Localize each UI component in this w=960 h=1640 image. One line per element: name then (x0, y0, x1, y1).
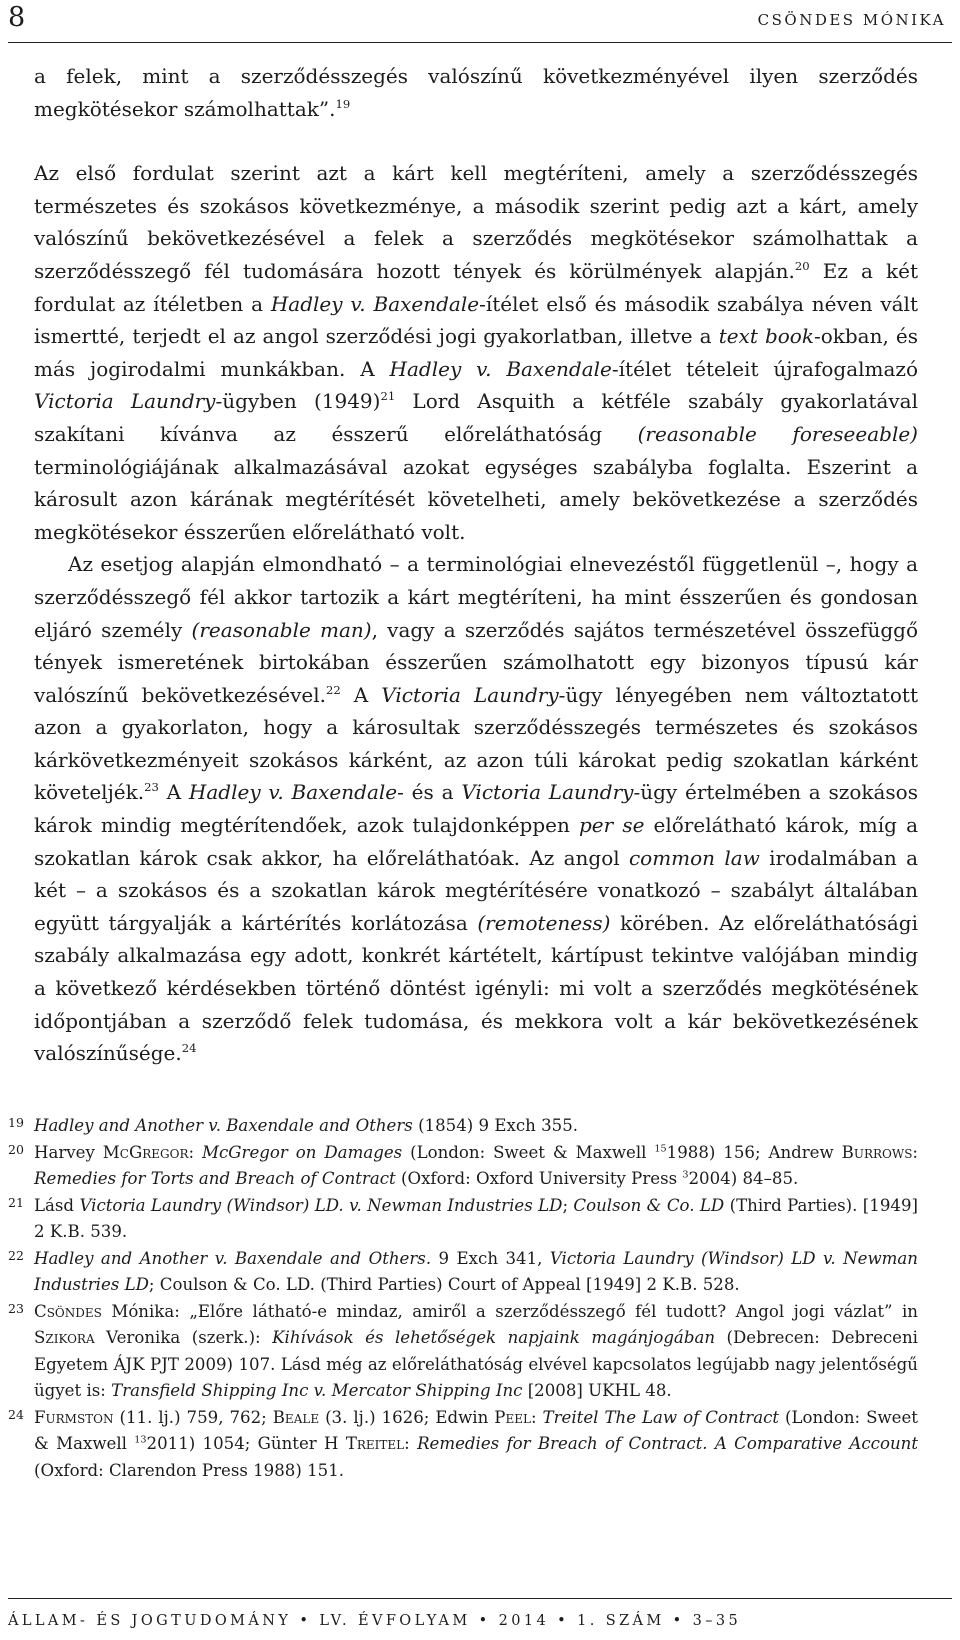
footnote-number: 24 (8, 1406, 24, 1422)
edition-number: 3 (682, 1169, 689, 1181)
case-name: Victoria Laundry (381, 682, 559, 707)
book-title: Treitel The Law of Contract (542, 1407, 780, 1427)
author-surname: Treitel (345, 1434, 405, 1453)
book-title: Remedies for Breach of Contract. A Comparative Account (417, 1434, 919, 1453)
text-run: : (912, 1142, 919, 1162)
text-run: körében. Az előreláthatósági szabály alkalmazása egy adott, konkrét kártételt, kártípust tekintve valójában mindig a következő kérdésekben történő döntést igényli: mi volt a szerződés megkötésének időpontjában a szerződő felek tudomása, és mekkora volt a kár bekövetkezésének valószínűsége. (34, 910, 918, 1066)
text-run: -ítélet tételeit újrafogalmazó (611, 356, 918, 381)
text-run: Az első fordulat szerint azt a kárt kell megtéríteni, amely a szerződésszegés természetes és szokásos következménye, a második szerint pedig azt a kárt, amely valószínű bekövetkezésével a felek a szerződés megkötésekor számolhattak a szerződésszegő fél tudomására hozott tények és körülmények alapján. (34, 161, 918, 283)
emphasis-term: (reasonable foreseeable) (637, 421, 918, 446)
text-run: -ítélet első és második szabálya néven vált ismertté, terjedt el az angol szerződési jogi gyakorlatban, illetve a (34, 291, 918, 349)
footnote-23 (8, 1299, 918, 1405)
text-run: : (530, 1407, 543, 1427)
paragraph-continuation (34, 60, 918, 125)
author-surname: Burrows (841, 1142, 913, 1162)
author-surname: Szikora (34, 1328, 95, 1347)
author-surname: Peel (494, 1407, 531, 1427)
case-name: Hadley v. Baxendale (270, 291, 480, 316)
text-run: terminológiájának alkalmazásával azokat egységes szabályba foglalta. Eszerint a károsult azon kárának megtérítését követelheti, amely bekövetkezése a szerződés megkötésekor ésszerűen előrelátható volt. (34, 454, 918, 544)
author-surname: Furmston (34, 1407, 114, 1427)
footnote-20 (8, 1140, 918, 1193)
footnote-ref-21[interactable]: 21 (380, 389, 396, 404)
footnote-text (34, 1246, 918, 1299)
book-title: Kihívások és lehetőségek napjaink magánjogában (272, 1328, 716, 1347)
text-run: , vagy a szerződés sajátos természetével összefüggő tények ismeretének birtokában ésszerűen számolhatott egy bizonyos típusú kár valószínű bekövetkezésével. (34, 617, 918, 707)
case-name: Victoria Laundry (34, 389, 216, 414)
footnote-number: 22 (8, 1247, 24, 1263)
footnote-text (34, 1299, 918, 1405)
text-run: (Oxford: Oxford University Press (395, 1169, 683, 1188)
paragraph-remoteness-rules (34, 157, 918, 548)
case-name: Victoria Laundry (461, 780, 634, 805)
footnote-number: 19 (8, 1115, 24, 1130)
footnote-21 (8, 1193, 918, 1246)
text-run: 2004) 84–85. (688, 1169, 799, 1188)
text-run: Harvey (34, 1142, 103, 1162)
text-run: (1854) 9 Exch 355. (412, 1116, 579, 1135)
text-run: A (340, 682, 382, 707)
running-head-author: CSÖNDES MÓNIKA (757, 11, 946, 29)
case-name: Hadley and Another v. Baxendale and Others. (34, 1248, 432, 1268)
footnote-ref-23[interactable]: 23 (144, 780, 159, 795)
text-run: a felek, mint a szerződésszegés valószínű következményével ilyen szerződés megkötésekor számolhattak”. (34, 64, 918, 121)
text-run: -ügy értelmében a szokásos károk mindig megtérítendőek, azok tulajdonképpen (34, 780, 918, 838)
author-surname: McGregor (102, 1142, 189, 1162)
case-name: Victoria Laundry (Windsor) LD v. Newman Industries LD (34, 1248, 918, 1294)
page-number: 8 (8, 2, 26, 33)
text-run: előrelátható károk, míg a szokatlan károk csak akkor, ha előreláthatóak. Az angol (34, 813, 919, 870)
case-name: Hadley and Another v. Baxendale and Others (34, 1116, 413, 1135)
author-surname: Beale (272, 1407, 320, 1427)
emphasis-term: common law (628, 845, 760, 870)
emphasis-term: (remoteness) (477, 910, 611, 935)
text-run: (11. lj.) 759, 762; (113, 1407, 273, 1427)
footnote-text (34, 1405, 918, 1485)
text-run: [2008] UKHL 48. (522, 1381, 672, 1400)
paragraph-case-law (34, 548, 918, 1070)
footnote-ref-24[interactable]: 24 (181, 1041, 197, 1056)
text-run: -ügyben (1949) (215, 389, 381, 414)
text-run: Az esetjog alapján elmondható – a terminológiai elnevezéstől függetlenül –, hogy a szerződésszegő fél akkor tartozik a kárt megtéríteni, ha mint ésszerűen és gondosan eljáró személy (34, 552, 918, 642)
footnote-text (34, 1193, 918, 1246)
footnote-number: 21 (8, 1194, 24, 1210)
text-run: (Third Parties). [1949] 2 K.B. 539. (34, 1195, 918, 1241)
footnote-text (34, 1113, 918, 1140)
journal-citation: ÁLLAM- ÉS JOGTUDOMÁNY • LV. ÉVFOLYAM • 2014 • 1. SZÁM • 3–35 (8, 1613, 742, 1629)
emphasis-term: per se (579, 813, 645, 838)
footnote-number: 23 (8, 1300, 24, 1316)
book-title: McGregor on Damages (202, 1142, 403, 1162)
text-run: ; Coulson & Co. LD. (Third Parties) Court of Appeal [1949] 2 K.B. 528. (148, 1275, 740, 1294)
main-text (34, 60, 918, 1070)
text-run: (London: Sweet & Maxwell (402, 1142, 655, 1162)
edition-number: 15 (654, 1142, 667, 1154)
text-run: Veronika (szerk.): (94, 1328, 273, 1347)
footnotes (8, 1113, 918, 1484)
footnote-ref-22[interactable]: 22 (325, 682, 341, 697)
text-run: 1988) 156; Andrew (666, 1142, 842, 1162)
footnote-ref-19[interactable]: 19 (335, 96, 351, 111)
text-run: Lásd (34, 1195, 80, 1215)
text-run: : (404, 1434, 418, 1453)
book-title: Remedies for Torts and Breach of Contract (34, 1169, 396, 1188)
case-name: Hadley v. Baxendale (389, 356, 612, 381)
page-footer (8, 1598, 952, 1640)
author-surname: Csöndes (34, 1301, 102, 1321)
footnote-19 (8, 1113, 918, 1140)
case-name: Transfield Shipping Inc v. Mercator Shipping Inc (111, 1381, 523, 1400)
text-run: -okban, és más jogirodalmi munkákban. A (34, 324, 918, 381)
text-run: Lord Asquith a kétféle szabály gyakorlatával szakítani kívánva az ésszerű előreláthatóság (34, 389, 918, 446)
page-header (8, 0, 952, 43)
text-run: irodalmában a két – a szokásos és a szokatlan károk megtérítésére vonatkozó – szabályt általában együtt tárgyalják a kártérítés korlátozása (34, 845, 918, 935)
case-name: Hadley v. Baxendale (188, 780, 398, 805)
text-run: 9 Exch 341, (431, 1248, 550, 1268)
text-run: (Oxford: Clarendon Press 1988) 151. (34, 1460, 345, 1480)
text-run: ; (562, 1195, 574, 1215)
footnote-22 (8, 1246, 918, 1299)
footnote-text (34, 1140, 918, 1193)
text-run: -ügy lényegében nem változtatott azon a gyakorlaton, hogy a károsultak szerződésszegés természetes és szokásos kárkövetkezményeit szokásos kárként, az azon túli károkat pedig szokatlan kárként követeljék. (34, 682, 918, 805)
case-name: Coulson & Co. LD (573, 1195, 725, 1215)
text-run: (Debrecen: Debreceni Egyetem ÁJK PJT 2009) 107. Lásd még az előreláthatóság elvével kapcsolatos legújabb nagy jelentőségű ügyet is: (34, 1328, 918, 1400)
footnote-ref-20[interactable]: 20 (794, 258, 810, 273)
text-run: (3. lj.) 1626; Edwin (319, 1407, 495, 1427)
footnote-24 (8, 1405, 918, 1485)
text-run: Mónika: „Előre látható-e mindaz, amiről a szerződésszegő fél tudott? Angol jogi vázlat” in (101, 1301, 918, 1321)
case-name: Victoria Laundry (Windsor) LD. v. Newman Industries LD (79, 1195, 563, 1215)
footnote-number: 20 (8, 1141, 24, 1157)
text-run: Ez a két fordulat az ítéletben a (34, 258, 919, 316)
text-run: (London: Sweet & Maxwell (34, 1407, 918, 1453)
edition-number: 13 (134, 1434, 147, 1446)
text-run: : (188, 1142, 203, 1162)
emphasis-term: text book (718, 324, 814, 349)
emphasis-term: (reasonable man) (191, 617, 372, 642)
text-run: - és a (397, 780, 462, 805)
text-run: A (158, 780, 189, 805)
text-run: 2011) 1054; Günter H (146, 1434, 346, 1453)
